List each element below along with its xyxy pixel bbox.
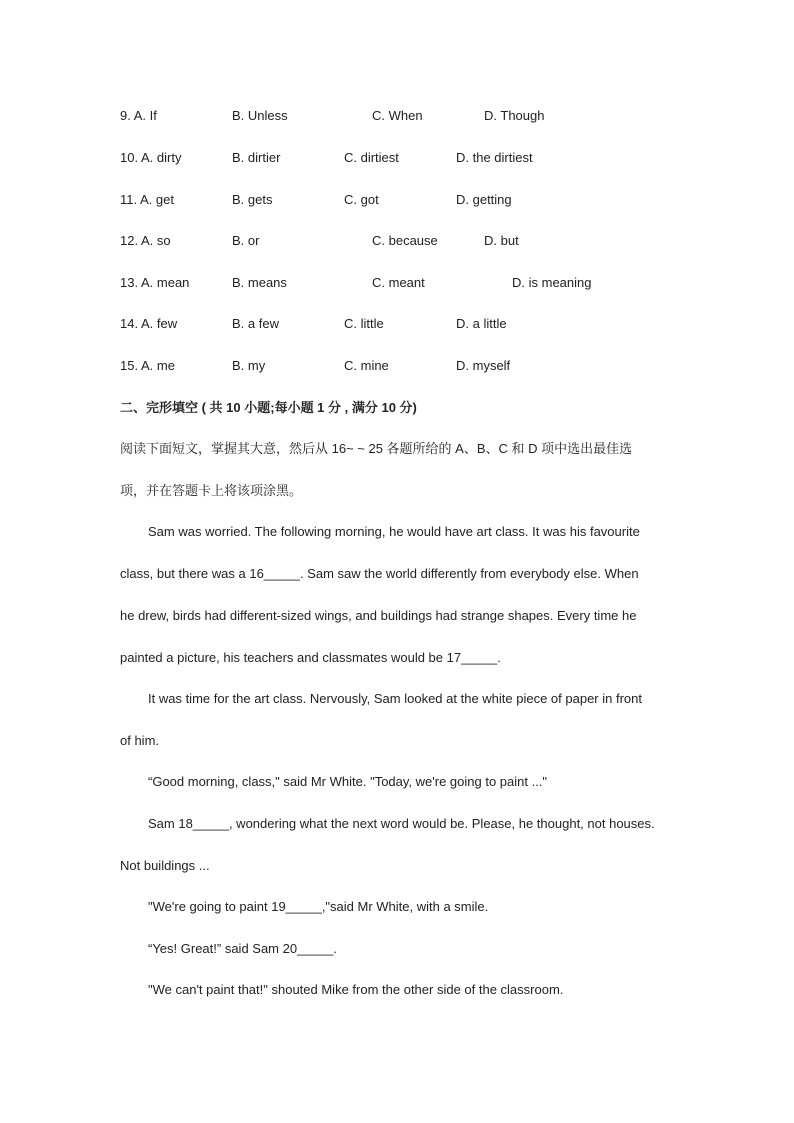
option-a: 14. A. few (120, 316, 178, 331)
option-c: C. dirtiest (344, 150, 399, 165)
passage-line: Sam 18_____, wondering what the next word would be. Please, he thought, not houses. (148, 816, 655, 831)
option-c: C. because (372, 233, 438, 248)
option-c: C. little (344, 316, 384, 331)
option-a: 10. A. dirty (120, 150, 182, 165)
option-b: B. a few (232, 316, 279, 331)
passage-line: "We can't paint that!" shouted Mike from the other side of the classroom. (148, 982, 564, 997)
section-title: 二、完形填空 ( 共 10 小题;每小题 1 分 , 满分 10 分) (120, 400, 417, 415)
option-b: B. Unless (232, 108, 288, 123)
option-d: D. Though (484, 108, 545, 123)
option-b: B. gets (232, 192, 273, 207)
question-row-12 (0, 231, 794, 251)
passage-line: Sam was worried. The following morning, he would have art class. It was his favourite (148, 524, 640, 539)
question-row-14 (0, 314, 794, 334)
section-instruction: 阅读下面短文，掌握其大意，然后从 16~ ~ 25 各题所给的 A、B、C 和 D 项中选出最佳选 (120, 441, 633, 456)
option-d: D. but (484, 233, 519, 248)
option-d: D. a little (456, 316, 507, 331)
option-d: D. getting (456, 192, 512, 207)
option-c: C. mine (344, 358, 389, 373)
passage-line: "We're going to paint 19_____,"said Mr White, with a smile. (148, 899, 489, 914)
option-a: 13. A. mean (120, 275, 190, 290)
option-c: C. meant (372, 275, 425, 290)
passage-line: he drew, birds had different-sized wings, and buildings had strange shapes. Every time he (120, 608, 637, 623)
option-b: B. or (232, 233, 260, 248)
option-c: C. When (372, 108, 423, 123)
option-b: B. my (232, 358, 266, 373)
question-row-10 (0, 148, 794, 168)
passage-line: Not buildings ... (120, 858, 210, 873)
option-d: D. is meaning (512, 275, 592, 290)
passage-line: of him. (120, 733, 160, 748)
passage-line: “Good morning, class," said Mr White. "Today, we're going to paint ..." (148, 774, 548, 789)
option-b: B. means (232, 275, 287, 290)
option-a: 9. A. If (120, 108, 157, 123)
question-row-15 (0, 356, 794, 376)
passage-line: painted a picture, his teachers and classmates would be 17_____. (120, 650, 501, 665)
option-a: 11. A. get (120, 192, 174, 207)
option-b: B. dirtier (232, 150, 281, 165)
option-d: D. myself (456, 358, 511, 373)
passage-line: class, but there was a 16_____. Sam saw the world differently from everybody else. When (120, 566, 639, 581)
option-c: C. got (344, 192, 379, 207)
question-row-9 (0, 106, 794, 126)
passage-line: It was time for the art class. Nervously, Sam looked at the white piece of paper in front (148, 691, 642, 706)
question-row-11 (0, 190, 794, 210)
option-a: 12. A. so (120, 233, 171, 248)
option-a: 15. A. me (120, 358, 175, 373)
option-d: D. the dirtiest (456, 150, 533, 165)
passage-line: “Yes! Great!” said Sam 20_____. (148, 941, 337, 956)
section-instruction-continued: 项，并在答题卡上将该项涂黑。 (120, 483, 303, 498)
question-row-13 (0, 273, 794, 293)
